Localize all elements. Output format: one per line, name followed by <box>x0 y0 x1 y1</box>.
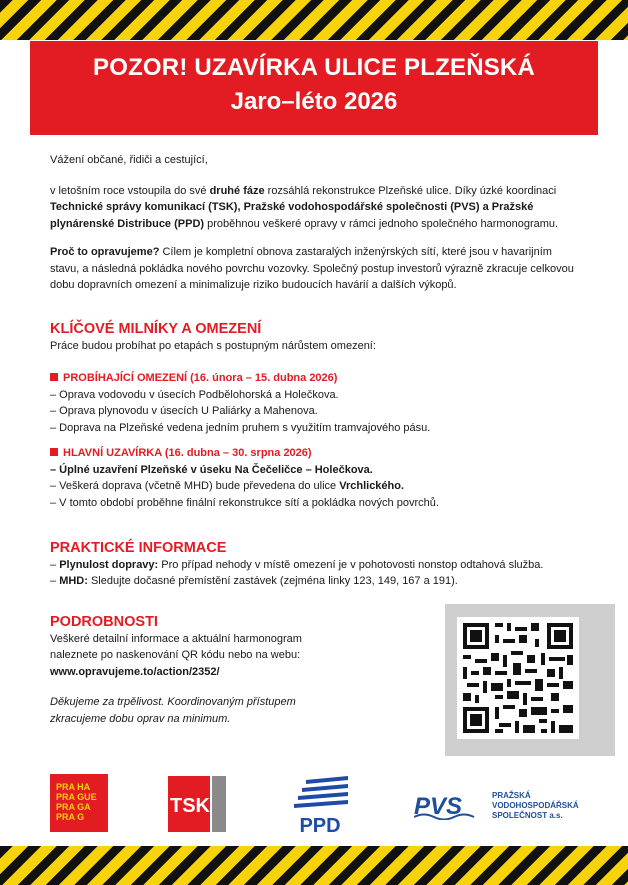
text: v letošním roce vstoupila do své <box>50 184 210 197</box>
page-subtitle: Jaro–léto 2026 <box>230 88 398 115</box>
details-url-link[interactable]: www.opravujeme.to/action/2352/ <box>50 665 220 678</box>
bullet-square <box>50 448 58 456</box>
text: Sledujte dočasné přemístění zastávek (zejména linky 123, 149, 167 a 191). <box>87 575 458 587</box>
why-paragraph <box>50 244 580 294</box>
hazard-stripes-top <box>0 0 628 40</box>
qr-code-icon[interactable] <box>457 617 579 739</box>
pvs-name-line: VODOHOSPODÁŘSKÁ <box>492 801 579 810</box>
text-bold: Proč to opravujeme? <box>50 246 160 258</box>
phase2-title-text: HLAVNÍ UZAVÍRKA (16. dubna – 30. srpna 2026) <box>63 447 312 459</box>
praha-logo-line: PRA G <box>56 812 85 822</box>
details-heading: PODROBNOSTI <box>50 614 158 630</box>
details-text: naleznete po naskenování QR kódu nebo na webu: <box>50 649 301 661</box>
details-text: Veškeré detailní informace a aktuální harmonogram <box>50 632 302 645</box>
text: Pro případ nehody v místě omezení je v pohotovosti nonstop odtahová služba. <box>158 558 544 571</box>
tsk-logo-text: TSK <box>170 795 210 817</box>
pvs-company-name <box>492 791 579 821</box>
phase2-block <box>50 445 580 511</box>
milestones-heading: KLÍČOVÉ MILNÍKY A OMEZENÍ <box>50 321 262 337</box>
ppd-logo <box>288 776 352 836</box>
list-item: – Oprava vodovodu v úsecích Podbělohorská a Holečkova. <box>50 388 339 401</box>
text: – Veškerá doprava (včetně MHD) bude převedena do ulice <box>50 480 340 492</box>
ppd-logo-text: PPD <box>299 815 341 836</box>
milestones-section <box>50 321 580 354</box>
list-item: – V tomto období proběhne finální rekonstrukce sítí a pokládka nových povrchů. <box>50 496 439 509</box>
phase2-title <box>50 445 580 462</box>
qr-panel <box>445 604 615 756</box>
thanks-text: Děkujeme za trpělivost. Koordinovaným přístupem <box>50 696 296 708</box>
pvs-logo <box>414 790 484 820</box>
text: Cílem je kompletní obnova zastaralých inženýrských sítí, které jsou v havarijním stavu, a následná pokládka nového povrchu vozovky. Společný postup investorů výrazně zkracuje celkovou dobu dopravních omezení a minimalizuje riziko budoucích havárií a dalších výkopů. <box>50 246 574 291</box>
thanks-text: zkracujeme dobu oprav na minimum. <box>50 712 231 725</box>
hazard-stripes-bottom <box>0 846 628 885</box>
praha-logo-line: PRA GA <box>56 802 91 812</box>
pvs-logo-text: PVS <box>414 793 463 820</box>
intro-paragraph <box>50 183 580 233</box>
pvs-name-line: PRAŽSKÁ <box>492 791 531 800</box>
list-item: – Úplné uzavření Plzeňské v úseku Na Čečeličce – Holečkova. <box>50 463 373 476</box>
text: proběhnou veškeré opravy v rámci jednoho společného harmonogramu. <box>204 217 559 230</box>
practical-heading: PRAKTICKÉ INFORMACE <box>50 540 227 556</box>
list-item <box>50 478 580 495</box>
bullet-square <box>50 373 58 381</box>
list-item: – Doprava na Plzeňské vedena jedním pruhem s využitím tramvajového pásu. <box>50 421 431 434</box>
text-bold: druhé fáze <box>209 184 265 197</box>
praha-logo <box>50 774 108 832</box>
phase1-title-text: PROBÍHAJÍCÍ OMEZENÍ (16. února – 15. dubna 2026) <box>63 372 338 384</box>
praha-logo-line: PRA GUE <box>56 792 97 802</box>
text-bold: Technické správy komunikací (TSK), Pražské vodohospodářské společnosti (PVS) a Pražské plynárenské Distribuce (PPD) <box>50 201 534 230</box>
tsk-logo <box>168 776 226 832</box>
details-section <box>50 614 430 727</box>
pvs-name-line: SPOLEČNOST a.s. <box>492 811 563 820</box>
page-header <box>30 41 598 135</box>
text-bold: MHD: <box>59 575 88 587</box>
phase1-title <box>50 370 580 387</box>
text-bold: Plynulost dopravy: <box>59 558 159 571</box>
greeting: Vážení občané, řidiči a cestující, <box>50 154 208 166</box>
praha-logo-line: PRA HA <box>56 782 91 792</box>
text: rozsáhlá rekonstrukce Plzeňské ulice. Díky úzké koordinaci <box>264 184 557 197</box>
milestones-lead: Práce budou probíhat po etapách s postupným nárůstem omezení: <box>50 339 376 352</box>
list-item: – Plynulost dopravy: Pro případ nehody v místě omezení je v pohotovosti nonstop odtahová služba. <box>50 558 544 571</box>
list-item: – Oprava plynovodu v úsecích U Paliárky a Mahenova. <box>50 405 318 417</box>
phase1-block <box>50 370 580 436</box>
list-item: – MHD: Sledujte dočasné přemístění zastávek (zejména linky 123, 149, 167 a 191). <box>50 575 458 587</box>
practical-section <box>50 540 580 590</box>
page-title: POZOR! UZAVÍRKA ULICE PLZEŇSKÁ <box>93 54 535 81</box>
text-bold: Vrchlického. <box>339 480 405 492</box>
intro <box>50 152 580 294</box>
